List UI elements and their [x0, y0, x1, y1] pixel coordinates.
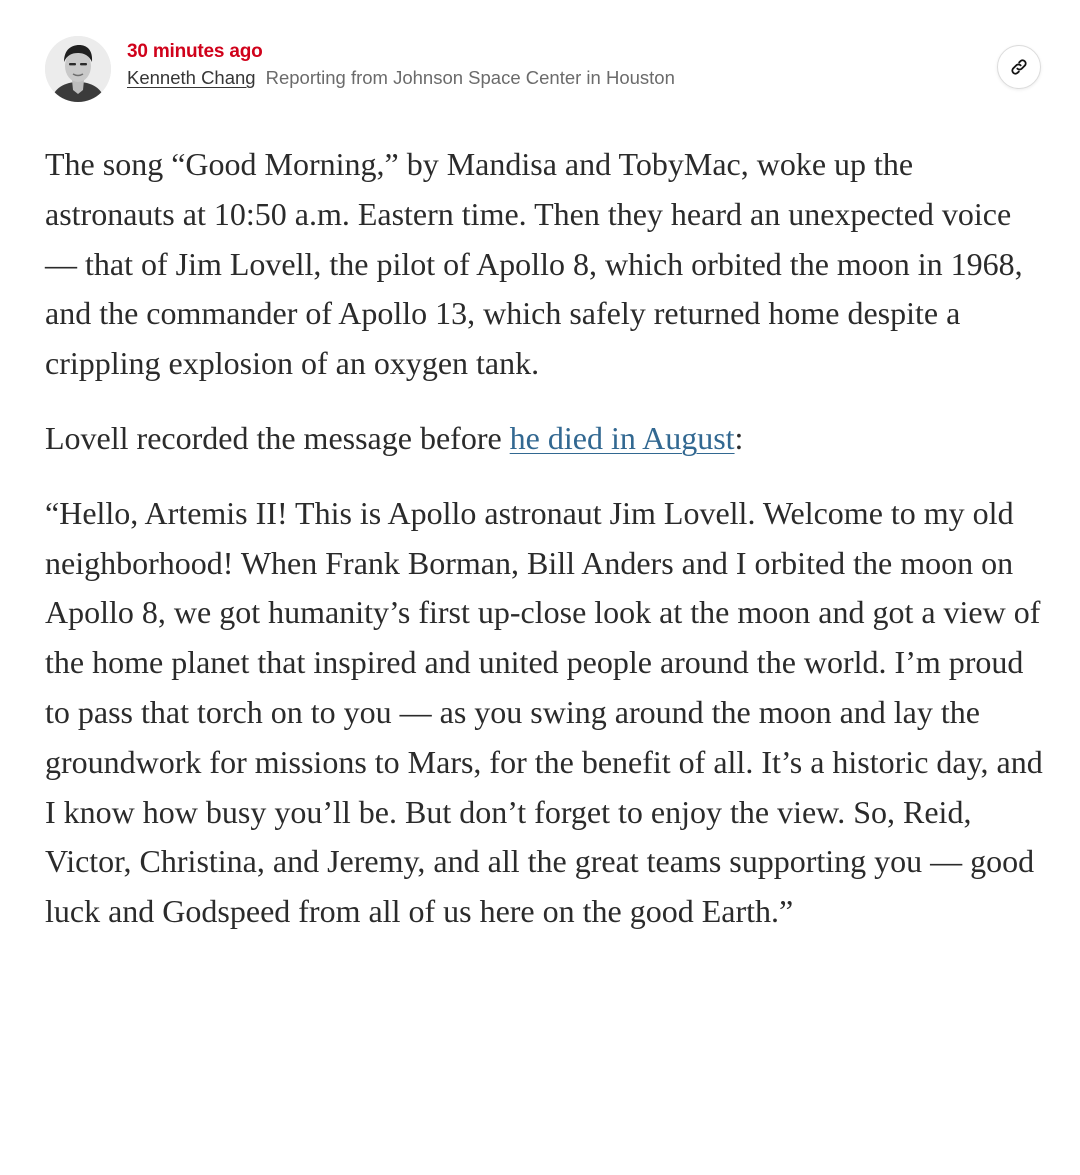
- paragraph-1: The song “Good Morning,” by Mandisa and TobyMac, woke up the astronauts at 10:50 a.m. Eastern time. Then they heard an unexpected voice — that of Jim Lovell, the pilot of Apollo 8, which orbited the moon in 1968, and the commander of Apollo 13, which safely returned home despite a crippling explosion of an oxygen tank.: [45, 146, 1023, 382]
- copy-link-button[interactable]: [997, 45, 1041, 89]
- article-body: [45, 140, 1045, 962]
- link-icon: [1008, 56, 1030, 78]
- paragraph-2-punctuation: :: [734, 419, 744, 456]
- byline: [45, 36, 1045, 102]
- author-link[interactable]: Kenneth Chang: [127, 67, 256, 88]
- paragraph-2-text: Lovell recorded the message before: [45, 419, 510, 456]
- timestamp: 30 minutes ago: [127, 41, 263, 62]
- paragraph-3-quote: “Hello, Artemis II! This is Apollo astronaut Jim Lovell. Welcome to my old neighborhood! When Frank Borman, Bill Anders and I orbited the moon on Apollo 8, we got humanity’s first up-close look at the moon and got a view of the home planet that inspired and united people around the world. I’m proud to pass that torch on to you — as you swing around the moon and lay the groundwork for missions to Mars, for the benefit of all. It’s a historic day, and I know how busy you’ll be. But don’t forget to enjoy the view. So, Reid, Victor, Christina, and Jeremy, and all the great teams supporting you — good luck and Godspeed from all of us here on the good Earth.”: [45, 494, 1043, 930]
- author-avatar[interactable]: [45, 36, 111, 102]
- dateline: Reporting from Johnson Space Center in Houston: [265, 67, 675, 88]
- author-photo-icon: [45, 36, 111, 102]
- author-line: [127, 66, 675, 90]
- paragraph-2: [45, 414, 1045, 464]
- he-died-in-august-link[interactable]: he died in August: [509, 419, 735, 456]
- byline-meta: [127, 40, 675, 90]
